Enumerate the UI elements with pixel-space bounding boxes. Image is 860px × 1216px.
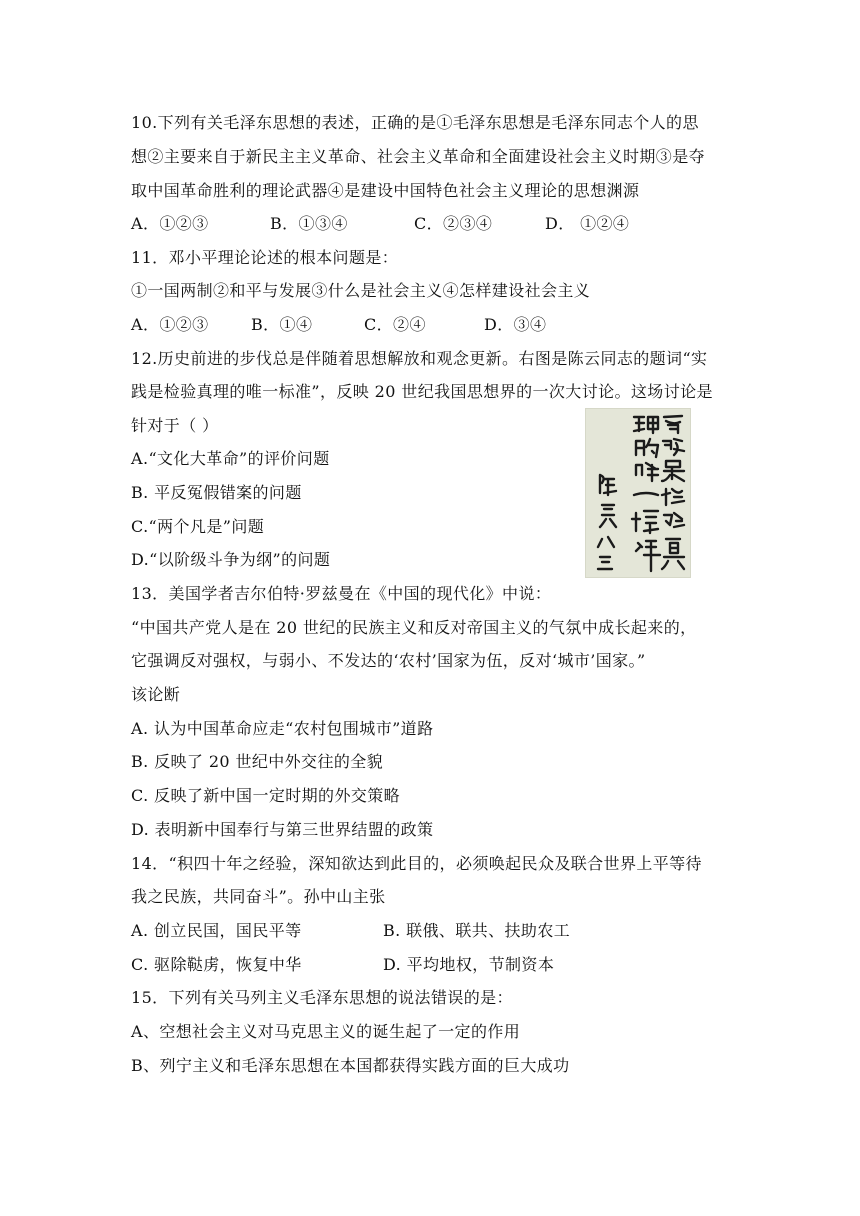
option-d: D． ①②④: [545, 214, 630, 233]
question-14-line-1: 14．“积四十年之经验，深知欲达到此目的，必须唤起民众及联合世界上平等待: [131, 854, 702, 873]
calligraphy-brush-strokes: [586, 409, 692, 579]
option-c: C．②④: [364, 315, 426, 334]
question-12-option-a: A.“文化大革命”的评价问题: [131, 449, 330, 468]
question-13-option-d: D. 表明新中国奉行与第三世界结盟的政策: [131, 820, 434, 839]
option-b: B. 联俄、联共、扶助农工: [383, 921, 571, 940]
option-a: A. 创立民国，国民平等: [131, 921, 302, 940]
question-13-line-2: “中国共产党人是在 20 世纪的民族主义和反对帝国主义的气氛中成长起来的，: [131, 618, 697, 637]
question-11-line-1: 11．邓小平理论论述的根本问题是：: [131, 248, 399, 267]
question-12-line-3: 针对于（ ）: [131, 416, 219, 435]
question-12-line-2: 践是检验真理的唯一标准”，反映 20 世纪我国思想界的一次大讨论。这场讨论是: [131, 382, 713, 401]
question-13-option-b: B. 反映了 20 世纪中外交往的全貌: [131, 752, 384, 771]
option-a: A．①②③: [131, 214, 209, 233]
option-a: A．①②③: [131, 315, 209, 334]
question-10-line-3: 取中国革命胜利的理论武器④是建设中国特色社会主义理论的思想渊源: [131, 181, 640, 200]
question-13-option-c: C. 反映了新中国一定时期的外交策略: [131, 786, 401, 805]
question-12-option-d: D.“以阶级斗争为纲”的问题: [131, 550, 331, 569]
question-10-line-1: 10.下列有关毛泽东思想的表述，正确的是①毛泽东思想是毛泽东同志个人的思: [131, 113, 699, 132]
question-11-line-2: ①一国两制②和平与发展③什么是社会主义④怎样建设社会主义: [131, 281, 591, 300]
option-c: C. 驱除鞑虏，恢复中华: [131, 955, 302, 974]
question-13-line-3: 它强调反对强权，与弱小、不发达的‘农村’国家为伍，反对‘城市’国家。”: [131, 651, 646, 670]
question-13-option-a: A. 认为中国革命应走“农村包围城市”道路: [131, 719, 434, 738]
option-b: B．①④: [251, 315, 313, 334]
calligraphy-inscription-image: [585, 408, 691, 578]
option-b: B．①③④: [270, 214, 348, 233]
question-12-line-1: 12.历史前进的步伐总是伴随着思想解放和观念更新。右图是陈云同志的题词“实: [131, 349, 708, 368]
question-12-option-c: C.“两个凡是”问题: [131, 517, 265, 536]
question-10-line-2: 想②主要来自于新民主主义革命、社会主义革命和全面建设社会主义时期③是夺: [131, 147, 706, 166]
question-13-line-4: 该论断: [131, 685, 181, 704]
question-13-line-1: 13．美国学者吉尔伯特·罗兹曼在《中国的现代化》中说：: [131, 584, 552, 603]
question-12-option-b: B. 平反冤假错案的问题: [131, 483, 302, 502]
option-c: C．②③④: [414, 214, 493, 233]
option-d: D．③④: [484, 315, 547, 334]
question-15-line-1: 15．下列有关马列主义毛泽东思想的说法错误的是：: [131, 988, 513, 1007]
question-15-option-a: A、空想社会主义对马克思主义的诞生起了一定的作用: [131, 1022, 521, 1041]
question-15-option-b: B、列宁主义和毛泽东思想在本国都获得实践方面的巨大成功: [131, 1056, 570, 1075]
option-d: D. 平均地权，节制资本: [383, 955, 555, 974]
question-14-line-2: 我之民族，共同奋斗”。孙中山主张: [131, 887, 386, 906]
